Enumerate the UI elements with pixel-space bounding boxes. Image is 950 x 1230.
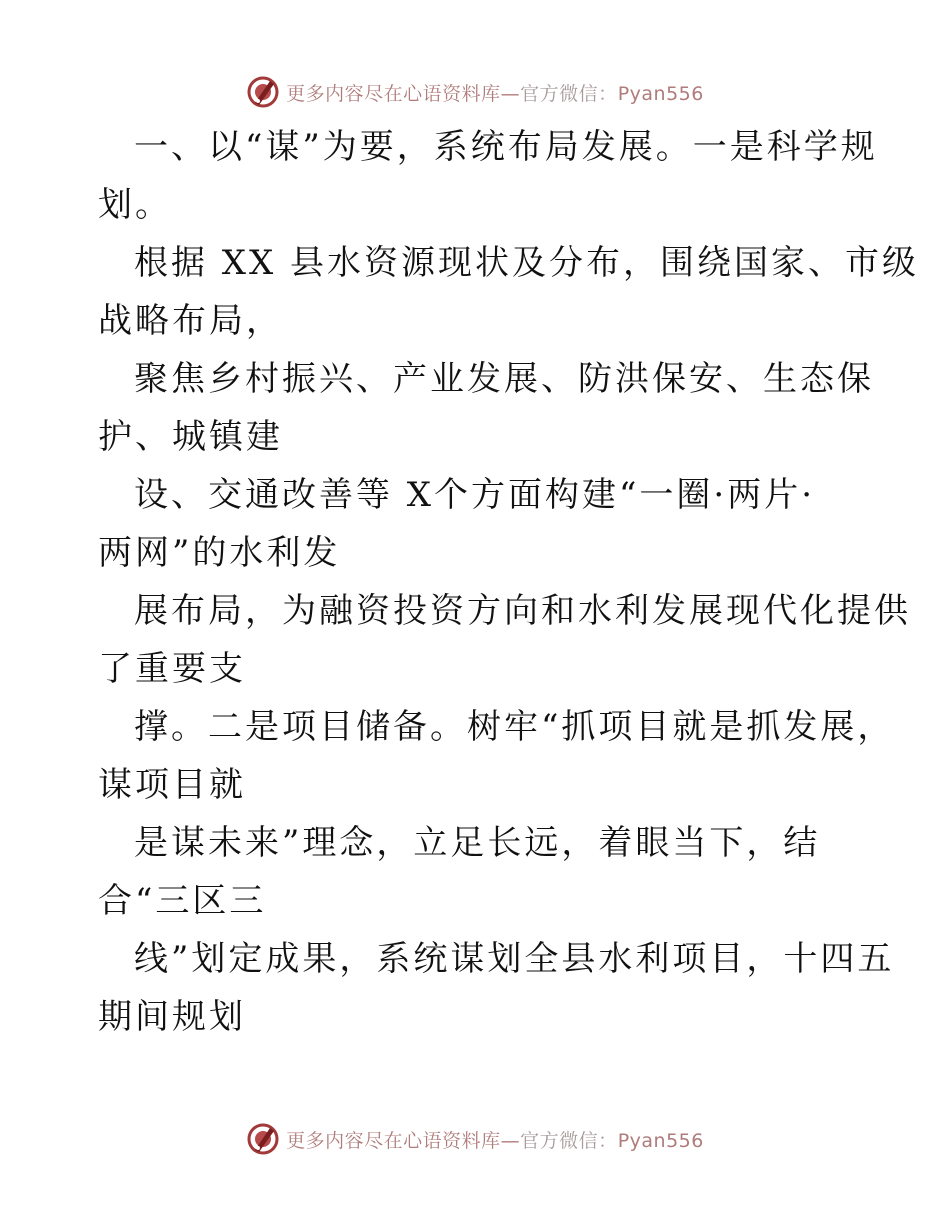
body-line: 根据 XX 县水资源现状及分布，围绕国家、市级 [134, 243, 920, 283]
body-line: 划。 [98, 185, 172, 225]
footer-contact-id: Pyan556 [617, 1129, 704, 1152]
pen-seal-icon [246, 75, 280, 109]
body-line: 展布局，为融资投资方向和水利发展现代化提供 [134, 591, 911, 631]
body-line: 了重要支 [98, 649, 246, 689]
body-line: 谋项目就 [98, 765, 246, 805]
footer-dash: — [500, 1129, 521, 1152]
header-watermark [0, 72, 950, 112]
body-line: 合“三区三 [98, 881, 267, 921]
header-banner-text [286, 79, 704, 106]
document-body [98, 118, 920, 1046]
header-contact-id: Pyan556 [617, 82, 704, 105]
footer-watermark [0, 1119, 950, 1159]
header-dash: — [500, 82, 521, 105]
pen-seal-icon [246, 1122, 280, 1156]
body-line: 聚焦乡村振兴、产业发展、防洪保安、生态保 [134, 359, 874, 399]
body-line: 撑。二是项目储备。树牢“抓项目就是抓发展， [134, 707, 895, 747]
footer-banner-text [286, 1126, 704, 1153]
body-line: 两网”的水利发 [98, 533, 341, 573]
body-line: 设、交通改善等 X个方面构建“一圈·两片· [134, 475, 816, 515]
body-line: 一、以“谋”为要，系统布局发展。一是科学规 [134, 127, 878, 167]
header-brand: 更多内容尽在心语资料库 [286, 82, 501, 105]
body-line: 期间规划 [98, 997, 246, 1037]
body-line: 战略布局， [98, 301, 283, 341]
body-line: 是谋未来”理念，立足长远，着眼当下，结 [134, 823, 821, 863]
footer-contact-label: 官方微信： [520, 1129, 618, 1152]
body-line: 护、城镇建 [98, 417, 283, 457]
footer-brand: 更多内容尽在心语资料库 [286, 1129, 501, 1152]
header-contact-label: 官方微信： [520, 82, 618, 105]
body-line: 线”划定成果，系统谋划全县水利项目，十四五 [134, 939, 895, 979]
